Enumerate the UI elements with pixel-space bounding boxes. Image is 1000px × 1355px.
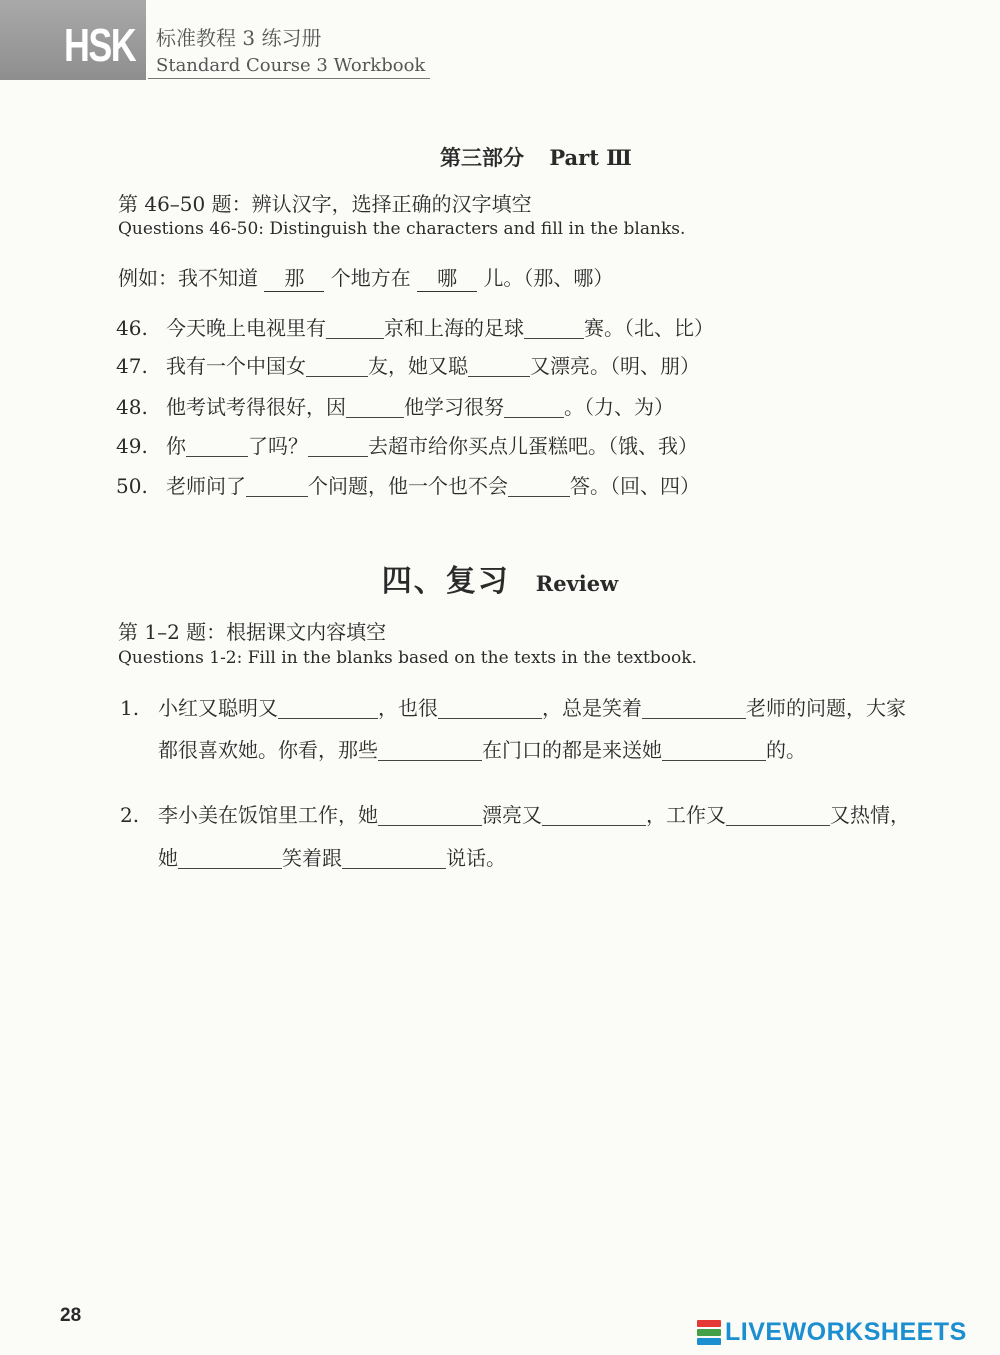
question-text: 笑着跟 (282, 846, 342, 870)
answer-blank[interactable] (504, 397, 564, 418)
part3-title-cn: 第三部分 (440, 145, 524, 170)
part3-title-en: Part Ⅲ (549, 145, 632, 170)
question-text: 。（力、为） (564, 395, 674, 419)
question-text: 今天晚上电视里有 (166, 316, 326, 340)
page-number: 28 (60, 1305, 82, 1326)
example-label: 例如： (118, 266, 178, 290)
review-question-2 (120, 799, 910, 828)
question-text: 她 (158, 846, 178, 870)
part3-title (0, 142, 1000, 172)
example-sentence (118, 262, 613, 292)
review-question-1 (120, 692, 906, 721)
question-text: 你 (166, 434, 186, 458)
question-number: 49. (116, 434, 148, 458)
header-title-cn: 标准教程 3 练习册 (156, 26, 322, 50)
question-text: 我有一个中国女 (166, 354, 306, 378)
answer-blank[interactable] (278, 698, 378, 719)
question-text: 小红又聪明又 (158, 696, 278, 720)
answer-blank[interactable] (378, 805, 482, 826)
question-text: 在门口的都是来送她 (482, 738, 662, 762)
answer-blank[interactable] (662, 740, 766, 761)
answer-blank[interactable] (308, 436, 368, 457)
question-text: 个问题，他一个也不会 (308, 474, 508, 498)
review-instruction-cn: 第 1–2 题：根据课文内容填空 (118, 620, 387, 644)
question-49 (116, 430, 698, 459)
question-text: 去超市给你买点儿蛋糕吧。（饿、我） (368, 434, 698, 458)
answer-blank[interactable] (524, 318, 584, 339)
question-text: 都很喜欢她。你看，那些 (158, 738, 378, 762)
question-text: 赛。（北、比） (584, 316, 714, 340)
question-text: 京和上海的足球 (384, 316, 524, 340)
answer-blank[interactable] (726, 805, 830, 826)
question-text: 老师问了 (166, 474, 246, 498)
question-47 (116, 350, 700, 379)
question-text: 又漂亮。（明、朋） (530, 354, 700, 378)
question-number: 48. (116, 395, 148, 419)
question-text: 的。 (766, 738, 806, 762)
answer-blank[interactable] (378, 740, 482, 761)
review-instruction-en: Questions 1-2: Fill in the blanks based on the texts in the textbook. (118, 648, 697, 668)
answer-blank[interactable] (468, 356, 530, 377)
question-text: ，也很 (378, 696, 438, 720)
example-text-2: 个地方在 (330, 266, 411, 290)
question-text: ，工作又 (646, 803, 726, 827)
question-number: 2. (120, 803, 140, 827)
hsk-logo: HSK (64, 19, 136, 71)
question-text: ，总是笑着 (542, 696, 642, 720)
answer-blank[interactable] (346, 397, 404, 418)
header-divider (148, 78, 430, 79)
review-question-1-line-2 (158, 734, 806, 763)
question-text: 他考试考得很好，因 (166, 395, 346, 419)
question-text: 了吗？ (248, 434, 308, 458)
question-text: 李小美在饭馆里工作，她 (158, 803, 378, 827)
answer-blank[interactable] (246, 476, 308, 497)
question-text: 友，她又聪 (368, 354, 468, 378)
example-text-3: 儿。（那、哪） (483, 266, 614, 290)
example-text-1: 我不知道 (178, 266, 258, 290)
header-title-en: Standard Course 3 Workbook (156, 55, 426, 76)
example-answer-1: 那 (264, 265, 324, 292)
review-question-2-line-2 (158, 842, 506, 871)
part3-instruction-cn: 第 46–50 题：辨认汉字，选择正确的汉字填空 (118, 192, 532, 216)
liveworksheets-logo-icon (697, 1320, 721, 1346)
answer-blank[interactable] (306, 356, 368, 377)
review-title-cn: 四、复习 (381, 564, 510, 599)
question-number: 1. (120, 696, 140, 720)
question-text: 他学习很努 (404, 395, 504, 419)
hsk-logo-block (0, 0, 146, 80)
answer-blank[interactable] (508, 476, 570, 497)
question-text: 说话。 (446, 846, 506, 870)
question-text: 又热情， (830, 803, 910, 827)
answer-blank[interactable] (186, 436, 248, 457)
question-number: 50. (116, 474, 148, 498)
answer-blank[interactable] (438, 698, 542, 719)
question-number: 46. (116, 316, 148, 340)
page-header (0, 0, 430, 80)
question-48 (116, 391, 674, 420)
watermark-text: LIVEWORKSHEETS (725, 1318, 967, 1346)
question-50 (116, 470, 700, 499)
answer-blank[interactable] (326, 318, 384, 339)
question-text: 漂亮又 (482, 803, 542, 827)
liveworksheets-watermark[interactable] (697, 1318, 967, 1347)
answer-blank[interactable] (178, 848, 282, 869)
question-text: 老师的问题，大家 (746, 696, 906, 720)
answer-blank[interactable] (342, 848, 446, 869)
review-title-en: Review (535, 571, 619, 596)
question-text: 答。（回、四） (570, 474, 700, 498)
question-46 (116, 312, 714, 341)
example-answer-2: 哪 (417, 265, 477, 292)
answer-blank[interactable] (642, 698, 746, 719)
part3-instruction-en: Questions 46-50: Distinguish the characters and fill in the blanks. (118, 219, 686, 239)
review-title (0, 556, 1000, 600)
answer-blank[interactable] (542, 805, 646, 826)
question-number: 47. (116, 354, 148, 378)
